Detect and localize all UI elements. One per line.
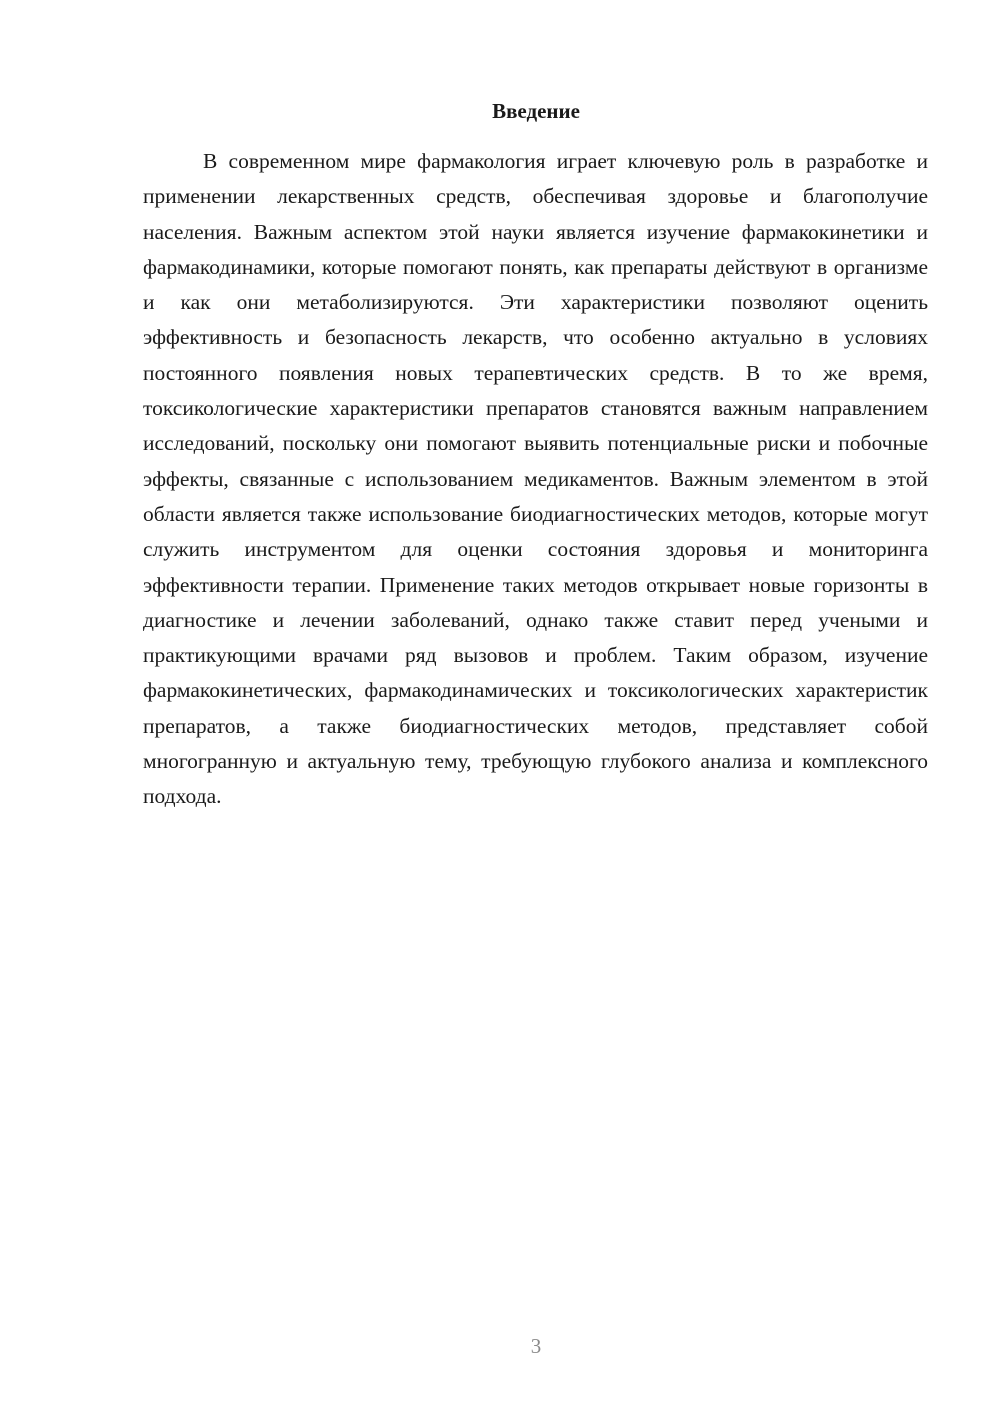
introduction-paragraph: В современном мире фармакология играет ключевую роль в разработке и применении лекарственных средств, обеспечивая здоровье и благополучие населения. Важным аспектом этой науки является изучение фармакокинетики и фармакодинамики, которые помогают понять, как препараты действуют в организме и как они метаболизируются. Эти характеристики позволяют оценить эффективность и безопасность лекарств, что особенно актуально в условиях постоянного появления новых терапевтических средств. В то же время, токсикологические характеристики препаратов становятся важным направлением исследований, поскольку они помогают выявить потенциальные риски и побочные эффекты, связанные с использованием медикаментов. Важным элементом в этой области является также использование биодиагностических методов, которые могут служить инструментом для оценки состояния здоровья и мониторинга эффективности терапии. Применение таких методов открывает новые горизонты в диагностике и лечении заболеваний, однако также ставит перед учеными и практикующими врачами ряд вызовов и проблем. Таким образом, изучение фармакокинетических, фармакодинамических и токсикологических характеристик препаратов, а также биодиагностических методов, представляет собой многогранную и актуальную тему, требующую глубокого анализа и комплексного подхода.: [143, 149, 928, 809]
section-heading: Введение: [492, 99, 580, 123]
page-number: 3: [530, 1334, 542, 1358]
